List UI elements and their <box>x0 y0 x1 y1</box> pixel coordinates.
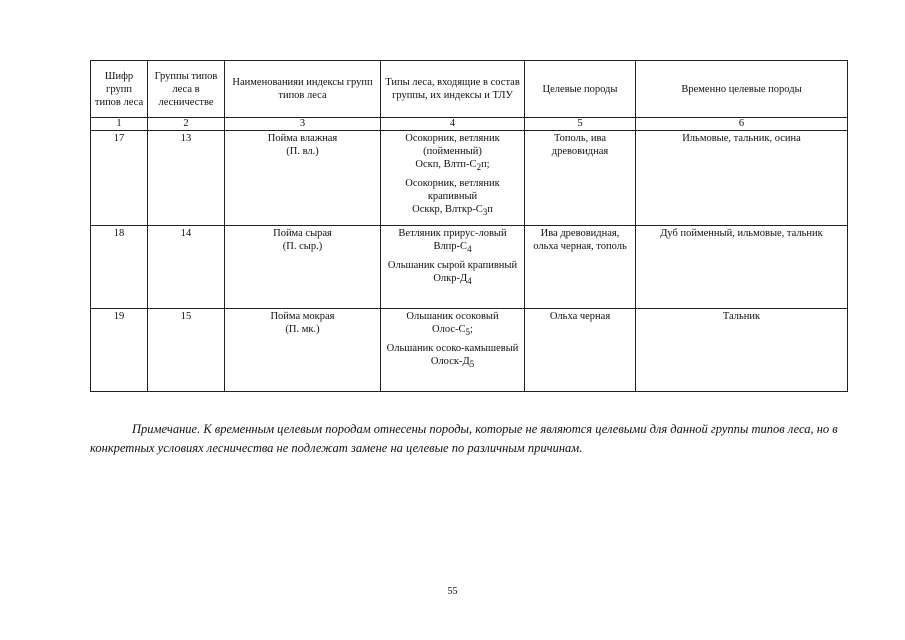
header-group: Группы типов леса в лесничестве <box>148 61 225 118</box>
type-name: Осокорник, ветляник крапивный <box>405 178 500 202</box>
type-index: Осккр, Влткр-С3п <box>412 204 493 217</box>
row-name-cell <box>225 309 381 392</box>
type-index: Оскп, Влтп-С2п; <box>415 159 490 172</box>
row-name-cell <box>225 226 381 309</box>
row-index: (П. мк.) <box>285 324 320 335</box>
row-name-cell <box>225 131 381 226</box>
row-target: Ива древовидная, ольха черная, тополь <box>525 226 636 309</box>
row-target: Ольха черная <box>525 309 636 392</box>
type-name: Ветляник прирус-ловый Влпр-С4 <box>398 228 507 254</box>
row-temp: Дуб пойменный, ильмовые, тальник <box>636 226 848 309</box>
row-name: Пойма сырая <box>273 228 332 239</box>
row-group: 15 <box>148 309 225 392</box>
row-temp: Ильмовые, тальник, осина <box>636 131 848 226</box>
forest-types-table <box>90 60 848 392</box>
row-target: Тополь, ива древовидная <box>525 131 636 226</box>
row-name: Пойма влажная <box>267 133 338 144</box>
col-number: 1 <box>91 118 148 131</box>
type-index: Олоск-Д5 <box>430 356 475 369</box>
header-code: Шифр групп типов леса <box>91 61 148 118</box>
type-name: Ольшаник сырой крапивный <box>387 260 518 271</box>
page-number: 55 <box>447 586 458 597</box>
header-target: Целевые породы <box>525 61 636 118</box>
row-index: (П. сыр.) <box>282 241 323 252</box>
row-index: (П. вл.) <box>286 146 319 157</box>
row-temp: Тальник <box>636 309 848 392</box>
row-code: 17 <box>91 131 148 226</box>
header-temp: Временно целевые породы <box>636 61 848 118</box>
type-name: Осокорник, ветляник (пойменный) <box>405 133 500 157</box>
col-number: 3 <box>225 118 381 131</box>
col-number: 5 <box>525 118 636 131</box>
table-row <box>91 131 848 226</box>
row-code: 18 <box>91 226 148 309</box>
row-group: 14 <box>148 226 225 309</box>
row-name: Пойма мокрая <box>270 311 335 322</box>
row-group: 13 <box>148 131 225 226</box>
column-number-row <box>91 118 848 131</box>
header-row <box>91 61 848 118</box>
row-code: 19 <box>91 309 148 392</box>
type-index: Олкр-Д4 <box>433 273 472 286</box>
row-types-cell <box>381 131 525 226</box>
type-name: Ольшаник осоковый <box>406 311 499 322</box>
header-name: Наименованияи индексы групп типов леса <box>225 61 381 118</box>
type-name: Ольшаник осоко-камышевый <box>386 343 519 354</box>
col-number: 6 <box>636 118 848 131</box>
row-types-cell <box>381 309 525 392</box>
type-index: Олос-С5; <box>432 324 473 337</box>
col-number: 2 <box>148 118 225 131</box>
table-note: Примечание. К временным целевым породам отнесены породы, которые не являются целевыми для данной группы типов леса, но в конкретных условиях лесничества не подлежат замене на целевые по различным причинам. <box>90 422 838 455</box>
row-types-cell <box>381 226 525 309</box>
col-number: 4 <box>381 118 525 131</box>
table-row <box>91 309 848 392</box>
table-row <box>91 226 848 309</box>
header-types: Типы леса, входящие в состав группы, их индексы и ТЛУ <box>381 61 525 118</box>
